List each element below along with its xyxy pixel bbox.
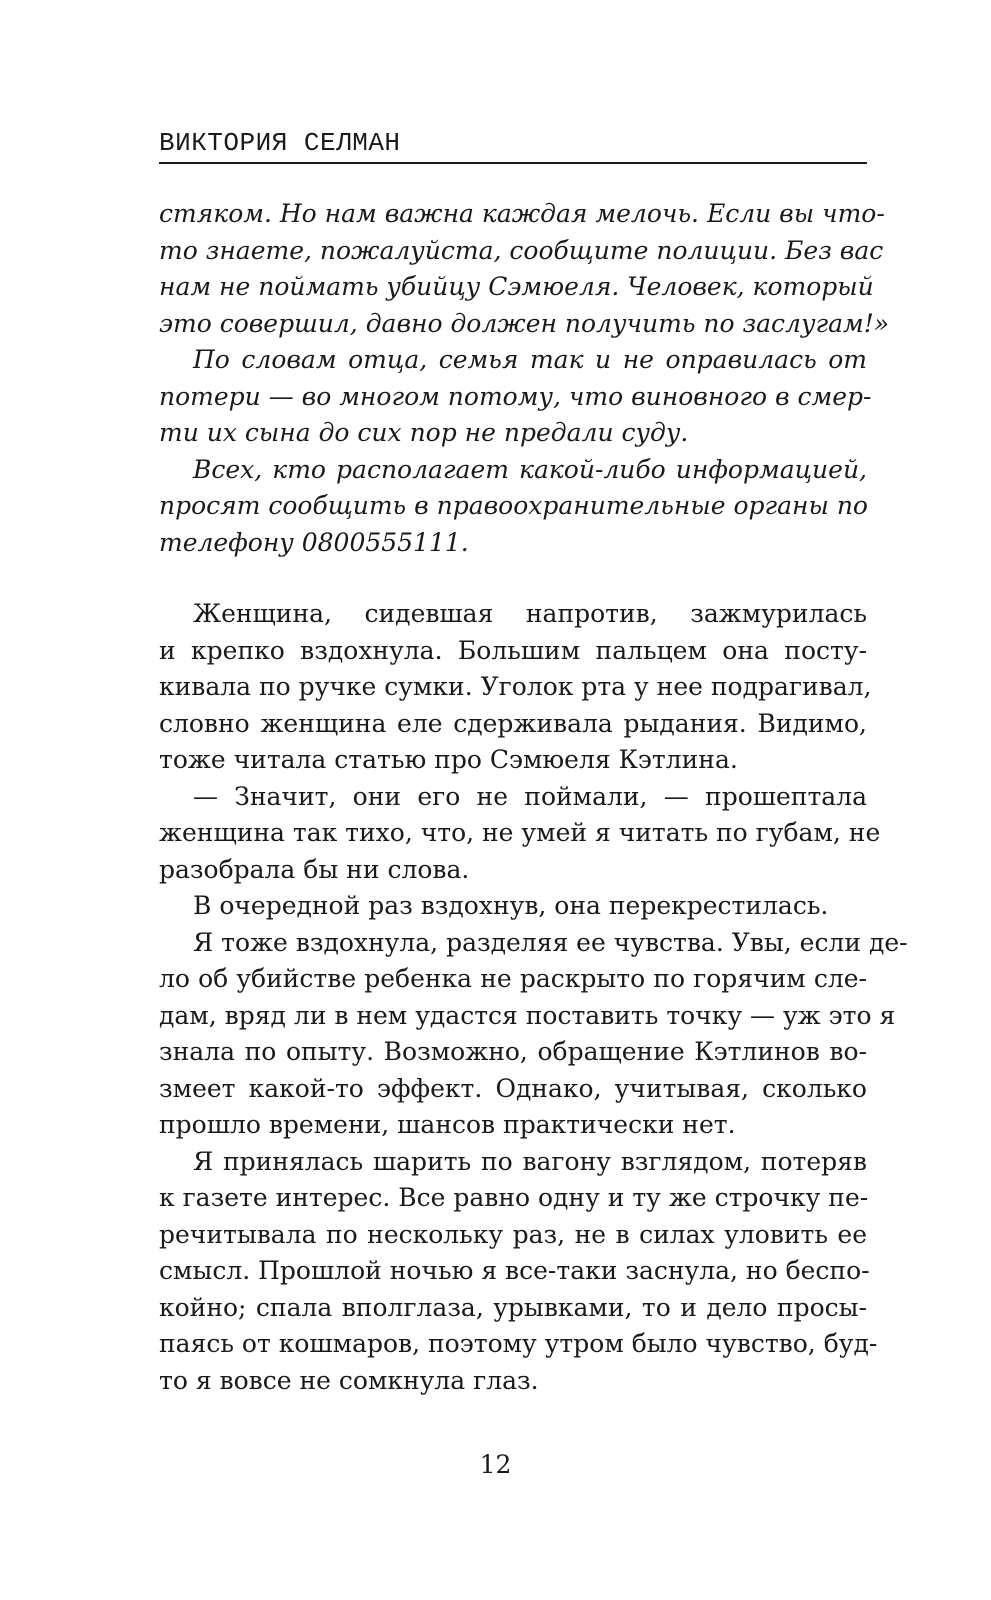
text-line: тоже читала статью про Сэмюеля Кэтлина. — [159, 745, 738, 774]
text-line: словно женщина еле сдерживала рыдания. Видимо, — [159, 708, 867, 738]
text-line: кивала по ручке сумки. Уголок рта у нее подрагивал, — [159, 672, 872, 701]
text-line: знала по опыту. Возможно, обращение Кэтлинов во- — [159, 1037, 867, 1066]
text-line: По словам отца, семья так и не оправилась от — [193, 345, 867, 374]
text-line: и крепко вздохнула. Большим пальцем она посту- — [159, 635, 867, 665]
text-line: Я тоже вздохнула, разделяя ее чувства. Увы, если де- — [193, 927, 908, 957]
text-line: койно; спала вполглаза, урывками, то и дело просы- — [159, 1292, 867, 1322]
text-line: ти их сына до сих пор не предали суду. — [159, 418, 689, 447]
text-line: Я принялась шарить по вагону взглядом, потеряв — [193, 1146, 867, 1176]
text-line: разобрала бы ни слова. — [159, 854, 470, 884]
text-line: нам не поймать убийцу Сэмюеля. Человек, который — [159, 272, 874, 301]
text-line: телефону 0800555111. — [159, 527, 469, 557]
text-line: ло об убийстве ребенка не раскрыто по горячим сле- — [159, 964, 867, 993]
running-head — [159, 128, 867, 164]
author-name: ВИКТОРИЯ СЕЛМАН — [159, 128, 401, 158]
text-line: — Значит, они его не поймали, — прошептала — [193, 781, 867, 811]
text-line: к газете интерес. Все равно одну и ту же строчку пе- — [159, 1183, 869, 1212]
body-text — [159, 596, 908, 1399]
text-line: паясь от кошмаров, поэтому утром было чувство, буд- — [159, 1329, 878, 1358]
text-line: змеет какой-то эффект. Однако, учитывая, сколько — [159, 1073, 867, 1103]
text-line: прошло времени, шансов практически нет. — [159, 1110, 736, 1139]
text-line: просят сообщить в правоохранительные органы по — [159, 491, 868, 520]
text-line: то я вовсе не сомкнула глаз. — [159, 1365, 539, 1395]
text-line: Всех, кто располагает какой-либо информацией, — [193, 454, 867, 484]
text-line: потери — во многом потому, что виновного в смер- — [159, 381, 872, 411]
text-line: смысл. Прошлой ночью я все-таки заснула, но беспо- — [159, 1256, 870, 1285]
text-line: стяком. Но нам важна каждая мелочь. Если вы что- — [159, 199, 885, 228]
text-line: то знаете, пожалуйста, сообщите полиции. Без вас — [159, 235, 884, 265]
text-line: В очередной раз вздохнув, она перекрестилась. — [193, 891, 829, 920]
quoted-article-text — [159, 196, 890, 561]
text-line: дам, вряд ли в нем удастся поставить точку — уж это я — [159, 1000, 896, 1030]
text-line: это совершил, давно должен получить по заслугам!» — [159, 308, 890, 338]
text-line: Женщина, сидевшая напротив, зажмурилась — [193, 599, 867, 628]
page-number: 12 — [479, 1450, 512, 1479]
text-line: речитывала по нескольку раз, не в силах уловить ее — [159, 1219, 867, 1249]
text-line: женщина так тихо, что, не умей я читать по губам, не — [159, 818, 881, 847]
